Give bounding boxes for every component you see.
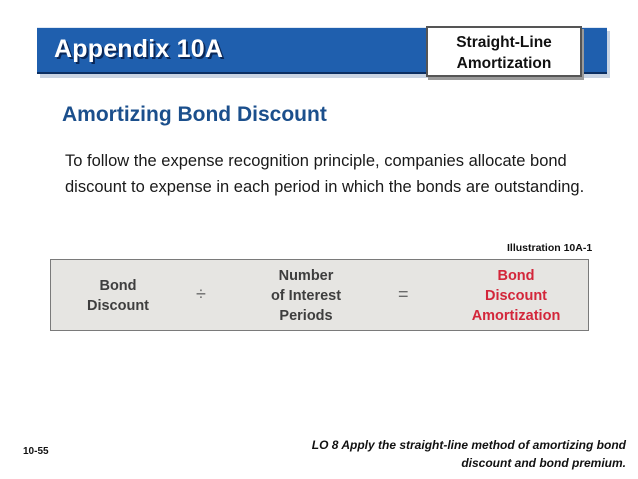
learning-objective-line2: discount and bond premium.: [461, 456, 626, 470]
topic-line-1: Straight-Line: [456, 34, 552, 51]
formula-term2-line3: Periods: [279, 308, 333, 324]
learning-objective-line1: LO 8 Apply the straight-line method of amortizing bond: [311, 438, 626, 452]
divide-operator: ÷: [196, 284, 206, 304]
formula-result-line2: Discount: [484, 288, 548, 304]
section-heading: Amortizing Bond Discount: [62, 103, 327, 126]
illustration-label: Illustration 10A-1: [507, 242, 593, 254]
topic-box: [426, 26, 582, 77]
formula-term1-line1: Bond: [99, 278, 137, 294]
learning-objective: [236, 436, 626, 472]
formula-term-bond-discount: [63, 276, 173, 316]
slide-number: 10-55: [23, 446, 49, 457]
formula-term2-line2: of Interest: [270, 288, 342, 304]
formula-term-number-of-periods: [241, 266, 371, 326]
formula-term2-line1: Number: [278, 268, 334, 284]
formula-result-line1: Bond: [497, 268, 535, 284]
formula-box: [50, 259, 589, 331]
appendix-title: Appendix 10A: [54, 35, 224, 63]
topic-line-2: Amortization: [456, 55, 552, 72]
formula-term1-line2: Discount: [86, 298, 150, 314]
formula-result-bond-discount-amortization: [451, 266, 581, 326]
equals-operator: =: [398, 284, 409, 304]
body-paragraph: To follow the expense recognition principle, companies allocate bond discount to expense in each period in which the bonds are outstanding.: [65, 152, 585, 196]
formula-result-line3: Amortization: [471, 308, 561, 324]
